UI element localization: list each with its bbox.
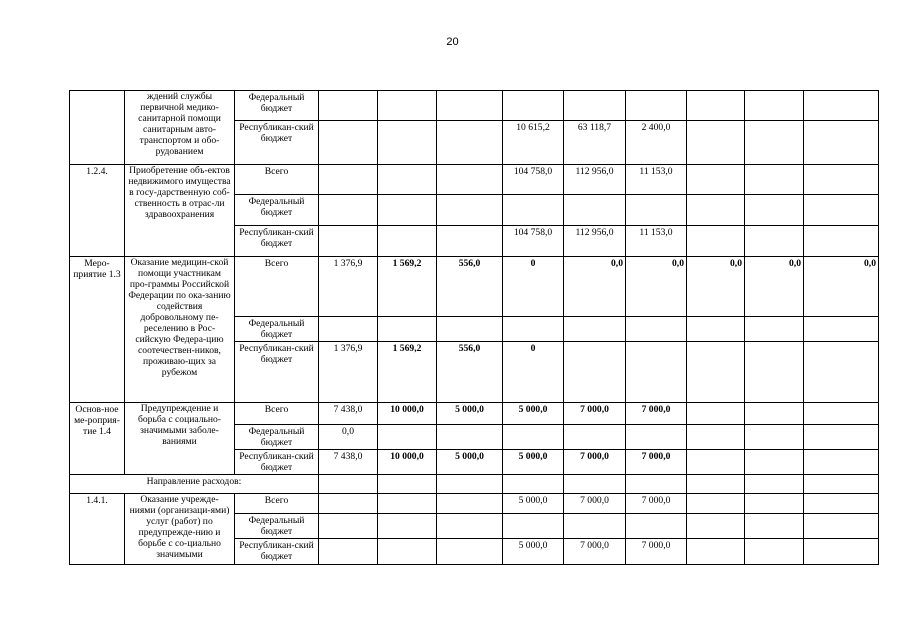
value-cell: 7 438,0 xyxy=(319,450,378,475)
empty-cell xyxy=(437,195,503,226)
empty-cell xyxy=(378,475,437,494)
code-cell: 1.2.4. xyxy=(70,165,125,257)
value-cell: 0,0 xyxy=(564,257,626,317)
code-cell: Основ-ное ме-роприя-тие 1.4 xyxy=(70,403,125,475)
empty-cell xyxy=(687,342,745,403)
empty-cell xyxy=(319,226,378,257)
value-cell: 5 000,0 xyxy=(503,450,564,475)
value-cell: 7 000,0 xyxy=(626,450,687,475)
empty-cell xyxy=(564,91,626,121)
value-cell: 1 376,9 xyxy=(319,257,378,317)
value-cell: 1 569,2 xyxy=(378,342,437,403)
empty-cell xyxy=(804,317,879,342)
value-cell: 7 000,0 xyxy=(626,494,687,514)
empty-cell xyxy=(804,91,879,121)
source-cell: Республикан-ский бюджет xyxy=(235,226,319,257)
empty-cell xyxy=(503,91,564,121)
empty-cell xyxy=(437,317,503,342)
empty-cell xyxy=(687,121,745,165)
source-cell: Федеральный бюджет xyxy=(235,91,319,121)
source-cell: Всего xyxy=(235,494,319,514)
empty-cell xyxy=(745,195,804,226)
empty-cell xyxy=(804,195,879,226)
value-cell: 112 956,0 xyxy=(564,226,626,257)
empty-cell xyxy=(745,165,804,195)
empty-cell xyxy=(378,121,437,165)
value-cell: 7 000,0 xyxy=(564,403,626,425)
empty-cell xyxy=(687,425,745,450)
value-cell: 0,0 xyxy=(745,257,804,317)
value-cell: 7 438,0 xyxy=(319,403,378,425)
table-row xyxy=(70,403,879,425)
table-row xyxy=(70,257,879,317)
empty-cell xyxy=(687,450,745,475)
empty-cell xyxy=(745,121,804,165)
empty-cell xyxy=(378,425,437,450)
value-cell: 7 000,0 xyxy=(564,539,626,565)
empty-cell xyxy=(745,475,804,494)
empty-cell xyxy=(564,317,626,342)
empty-cell xyxy=(437,514,503,539)
empty-cell xyxy=(564,475,626,494)
value-cell: 1 569,2 xyxy=(378,257,437,317)
empty-cell xyxy=(626,91,687,121)
source-cell: Всего xyxy=(235,165,319,195)
empty-cell xyxy=(564,342,626,403)
empty-cell xyxy=(319,514,378,539)
empty-cell xyxy=(745,91,804,121)
empty-cell xyxy=(687,226,745,257)
empty-cell xyxy=(687,403,745,425)
empty-cell xyxy=(503,317,564,342)
value-cell: 0,0 xyxy=(626,257,687,317)
empty-cell xyxy=(437,226,503,257)
value-cell: 5 000,0 xyxy=(437,403,503,425)
value-cell: 11 153,0 xyxy=(626,165,687,195)
empty-cell xyxy=(804,165,879,195)
value-cell: 0 xyxy=(503,342,564,403)
value-cell: 5 000,0 xyxy=(503,403,564,425)
empty-cell xyxy=(745,317,804,342)
empty-cell xyxy=(804,121,879,165)
value-cell: 10 000,0 xyxy=(378,450,437,475)
empty-cell xyxy=(687,195,745,226)
empty-cell xyxy=(503,195,564,226)
value-cell: 11 153,0 xyxy=(626,226,687,257)
source-cell: Федеральный бюджет xyxy=(235,317,319,342)
empty-cell xyxy=(378,91,437,121)
empty-cell xyxy=(378,195,437,226)
empty-cell xyxy=(503,475,564,494)
empty-cell xyxy=(437,494,503,514)
value-cell: 7 000,0 xyxy=(626,539,687,565)
page-number: 20 xyxy=(446,36,459,48)
value-cell: 10 615,2 xyxy=(503,121,564,165)
section-heading: Направление расходов: xyxy=(70,475,319,494)
empty-cell xyxy=(626,317,687,342)
description-cell: Оказание учрежде-ниями (организаци-ями) услуг (работ) по предупрежде-нию и борьбе с со-циально значимыми xyxy=(125,494,235,565)
value-cell: 7 000,0 xyxy=(564,450,626,475)
table-row xyxy=(70,91,879,121)
empty-cell xyxy=(804,514,879,539)
empty-cell xyxy=(437,475,503,494)
empty-cell xyxy=(804,226,879,257)
empty-cell xyxy=(378,539,437,565)
value-cell: 1 376,9 xyxy=(319,342,378,403)
empty-cell xyxy=(564,425,626,450)
empty-cell xyxy=(745,539,804,565)
empty-cell xyxy=(804,425,879,450)
value-cell: 112 956,0 xyxy=(564,165,626,195)
empty-cell xyxy=(503,425,564,450)
source-cell: Федеральный бюджет xyxy=(235,514,319,539)
empty-cell xyxy=(745,494,804,514)
source-cell: Республикан-ский бюджет xyxy=(235,121,319,165)
value-cell: 0,0 xyxy=(687,257,745,317)
code-cell: 1.4.1. xyxy=(70,494,125,565)
empty-cell xyxy=(378,494,437,514)
value-cell: 0 xyxy=(503,257,564,317)
value-cell: 7 000,0 xyxy=(626,403,687,425)
empty-cell xyxy=(437,91,503,121)
empty-cell xyxy=(626,425,687,450)
empty-cell xyxy=(687,494,745,514)
description-cell: Оказание медицин-ской помощи участникам про-граммы Российской Федерации по ока-занию содействия добровольному пе-реселению в Рос-сийскую Федера-цию соотечествен-ников, проживаю-щих за рубежом xyxy=(125,257,235,403)
table-row xyxy=(70,494,879,514)
source-cell: Всего xyxy=(235,257,319,317)
empty-cell xyxy=(378,165,437,195)
table-row xyxy=(70,165,879,195)
empty-cell xyxy=(319,539,378,565)
empty-cell xyxy=(319,317,378,342)
empty-cell xyxy=(437,425,503,450)
value-cell: 7 000,0 xyxy=(564,494,626,514)
empty-cell xyxy=(319,165,378,195)
value-cell: 0,0 xyxy=(319,425,378,450)
source-cell: Федеральный бюджет xyxy=(235,195,319,226)
value-cell: 63 118,7 xyxy=(564,121,626,165)
empty-cell xyxy=(687,91,745,121)
source-cell: Всего xyxy=(235,403,319,425)
code-cell: Меро-приятие 1.3 xyxy=(70,257,125,403)
value-cell: 5 000,0 xyxy=(503,494,564,514)
empty-cell xyxy=(378,226,437,257)
empty-cell xyxy=(626,514,687,539)
empty-cell xyxy=(626,195,687,226)
table-row xyxy=(70,475,879,494)
value-cell: 104 758,0 xyxy=(503,226,564,257)
source-cell: Республикан-ский бюджет xyxy=(235,539,319,565)
empty-cell xyxy=(503,514,564,539)
empty-cell xyxy=(564,514,626,539)
empty-cell xyxy=(319,195,378,226)
description-cell: Приобретение объ-ектов недвижимого имущества в госу-дарственную соб-ственность в отрас-ли здравоохранения xyxy=(125,165,235,257)
code-cell xyxy=(70,91,125,165)
description-cell: Предупреждение и борьба с социально-значимыми заболе-ваниями xyxy=(125,403,235,475)
value-cell: 5 000,0 xyxy=(437,450,503,475)
value-cell: 556,0 xyxy=(437,342,503,403)
empty-cell xyxy=(564,195,626,226)
empty-cell xyxy=(626,342,687,403)
value-cell: 10 000,0 xyxy=(378,403,437,425)
value-cell: 556,0 xyxy=(437,257,503,317)
empty-cell xyxy=(626,475,687,494)
empty-cell xyxy=(687,165,745,195)
empty-cell xyxy=(804,450,879,475)
empty-cell xyxy=(437,539,503,565)
empty-cell xyxy=(319,91,378,121)
empty-cell xyxy=(378,514,437,539)
source-cell: Республикан-ский бюджет xyxy=(235,450,319,475)
empty-cell xyxy=(437,121,503,165)
empty-cell xyxy=(687,539,745,565)
empty-cell xyxy=(745,342,804,403)
empty-cell xyxy=(319,121,378,165)
empty-cell xyxy=(687,317,745,342)
source-cell: Федеральный бюджет xyxy=(235,425,319,450)
empty-cell xyxy=(319,475,378,494)
budget-table xyxy=(69,90,879,565)
description-cell: ждений службы первичной медико-санитарной помощи санитарным авто-транспортом и обо-рудованием xyxy=(125,91,235,165)
empty-cell xyxy=(804,475,879,494)
empty-cell xyxy=(437,165,503,195)
empty-cell xyxy=(378,317,437,342)
value-cell: 0,0 xyxy=(804,257,879,317)
empty-cell xyxy=(745,514,804,539)
empty-cell xyxy=(745,450,804,475)
empty-cell xyxy=(687,475,745,494)
empty-cell xyxy=(804,539,879,565)
empty-cell xyxy=(804,342,879,403)
empty-cell xyxy=(804,403,879,425)
source-cell: Республикан-ский бюджет xyxy=(235,342,319,403)
value-cell: 5 000,0 xyxy=(503,539,564,565)
empty-cell xyxy=(319,494,378,514)
empty-cell xyxy=(745,425,804,450)
empty-cell xyxy=(804,494,879,514)
value-cell: 2 400,0 xyxy=(626,121,687,165)
empty-cell xyxy=(687,514,745,539)
value-cell: 104 758,0 xyxy=(503,165,564,195)
empty-cell xyxy=(745,403,804,425)
empty-cell xyxy=(745,226,804,257)
